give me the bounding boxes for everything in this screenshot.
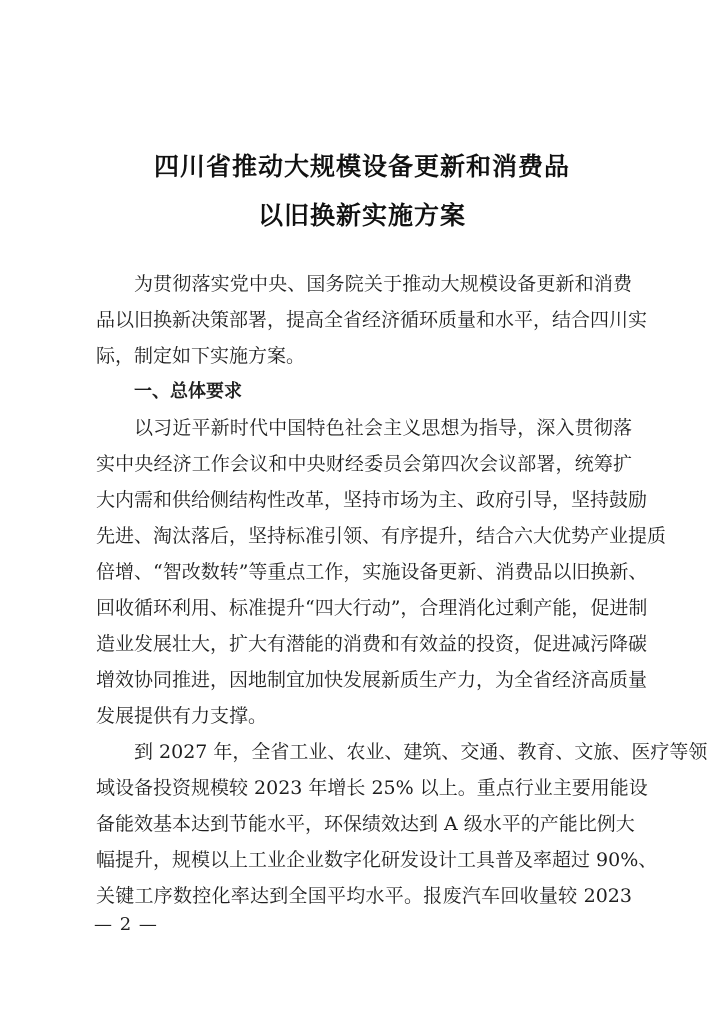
paragraph-2-line-8: 增效协同推进，因地制宜加快发展新质生产力，为全省经济高质量 [96, 669, 648, 691]
paragraph-2-line-9: 发展提供有力支撑。 [96, 705, 268, 727]
paragraph-3-line-3: 备能效基本达到节能水平，环保绩效达到 A 级水平的产能比例大 [96, 813, 635, 835]
document-body [96, 266, 708, 914]
paragraph-1-line-2: 品以旧换新决策部署，提高全省经济循环质量和水平，结合四川实 [96, 309, 648, 331]
paragraph-3-line-5: 关键工序数控化率达到全国平均水平。报废汽车回收量较 2023 [96, 885, 632, 907]
document-title-line-1: 四川省推动大规模设备更新和消费品 [153, 152, 570, 181]
paragraph-1-line-1: 为贯彻落实党中央、国务院关于推动大规模设备更新和消费 [134, 273, 632, 295]
paragraph-2-line-6: 回收循环利用、标准提升“四大行动”，合理消化过剩产能，促进制 [96, 597, 648, 619]
paragraph-3-line-4: 幅提升，规模以上工业企业数字化研发设计工具普及率超过 90%、 [96, 849, 658, 871]
page-number: — 2 — [94, 914, 158, 935]
paragraph-3-line-1: 到 2027 年，全省工业、农业、建筑、交通、教育、文旅、医疗等领 [134, 741, 708, 763]
section-heading-general-requirements: 一、总体要求 [134, 381, 242, 402]
paragraph-2-line-3: 大内需和供给侧结构性改革，坚持市场为主、政府引导，坚持鼓励 [96, 489, 648, 511]
paragraph-1-line-3: 际，制定如下实施方案。 [96, 345, 306, 367]
paragraph-3-line-2: 域设备投资规模较 2023 年增长 25% 以上。重点行业主要用能设 [96, 777, 648, 799]
paragraph-2-line-4: 先进、淘汰落后，坚持标准引领、有序提升，结合六大优势产业提质 [96, 525, 667, 547]
paragraph-2-line-1: 以习近平新时代中国特色社会主义思想为指导，深入贯彻落 [134, 417, 632, 439]
paragraph-2-line-5: 倍增、“智改数转”等重点工作，实施设备更新、消费品以旧换新、 [96, 561, 648, 583]
paragraph-2-line-2: 实中央经济工作会议和中央财经委员会第四次会议部署，统筹扩 [96, 453, 632, 475]
paragraph-2-line-7: 造业发展壮大，扩大有潜能的消费和有效益的投资，促进减污降碳 [96, 633, 648, 655]
document-title-line-2: 以旧换新实施方案 [257, 201, 466, 230]
